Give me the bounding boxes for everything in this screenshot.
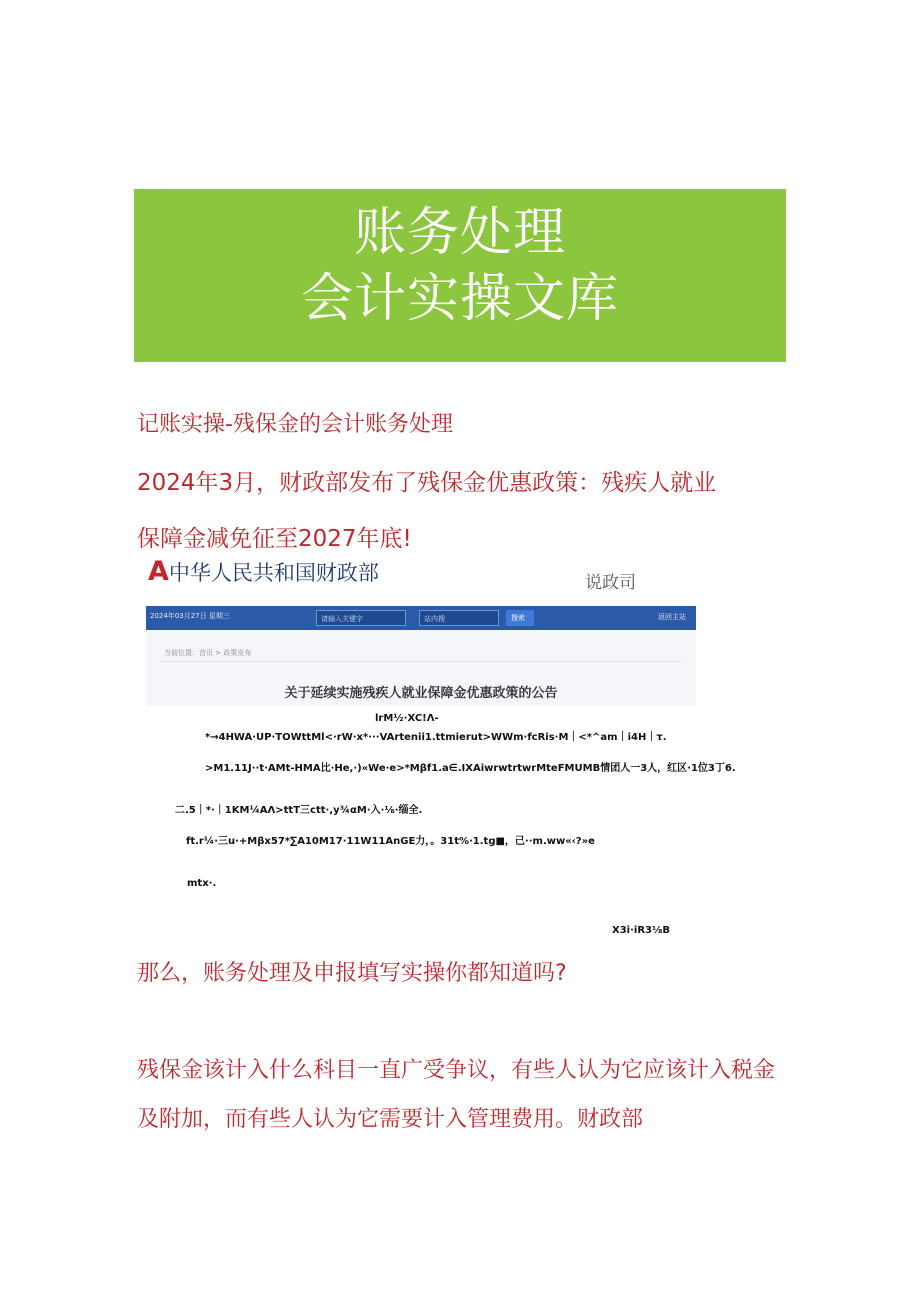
ocr-text-line: X3i·iR3⅛B (612, 925, 670, 936)
ocr-text-line: ft.r¼·三u·+Mβx57*∑A10M17·11W11AnGE力，。31t%·1.tg■，己··m.ww«‹?»e (186, 836, 595, 847)
department-label: 说政司 (585, 573, 636, 593)
banner-title-line1: 账务处理 (353, 203, 566, 263)
website-date: 2024年03月27日 星期三 (150, 612, 230, 620)
ocr-text-line: >M1.11J··t·AMt-HMA比·He,·)«We·e>*Mβf1.a∈.IXAiwrwtrtwrMteFMUMB情团人一3人，红区·1位3丁6. (205, 763, 736, 774)
website-search-input: 请输入关键字 (316, 610, 406, 626)
banner-title-line2: 会计实操文库 (300, 269, 619, 329)
intro-paragraph-line2: 保障金减免征至2027年底! (137, 526, 412, 552)
embedded-website-screenshot (146, 606, 696, 706)
website-divider (160, 661, 682, 662)
ministry-name: 中华人民共和国财政部 (168, 561, 379, 585)
intro-paragraph-line1: 2024年3月，财政部发布了残保金优惠政策：残疾人就业 (137, 470, 717, 496)
notice-title: 关于延续实施残疾人就业保障金优惠政策的公告 (284, 686, 558, 701)
ministry-header (148, 556, 379, 589)
ministry-prefix: A (148, 556, 169, 587)
website-search-select: 站内搜 (419, 610, 499, 626)
website-search-button: 搜索 (506, 610, 534, 626)
body-paragraph-line2: 及附加，而有些人认为它需要计入管理费用。财政部 (137, 1107, 644, 1132)
question-paragraph: 那么，账务处理及申报填写实操你都知道吗? (137, 961, 567, 986)
ocr-text-line: lrM½·XC!Λ- (375, 713, 439, 724)
website-top-bar (146, 606, 696, 630)
website-right-link: 返回主站 (658, 613, 686, 621)
ocr-text-line: 二.5｜*·｜1KM¼AΛ>ttT三ctt·,y¾αM·入·⅛·缁全. (175, 805, 423, 816)
body-paragraph-line1: 残保金该计入什么科目一直广受争议，有些人认为它应该计入税金 (137, 1058, 776, 1083)
ocr-text-line: mtx·. (187, 878, 217, 889)
article-heading: 记账实操-残保金的会计账务处理 (137, 412, 453, 437)
website-breadcrumb: 当前位置：首页 > 政策发布 (164, 649, 252, 657)
title-banner (134, 189, 786, 362)
ocr-text-line: *→4HWA·UP·TOWttMl<·rW·x*···VArtenii1.ttmierut>WWm·fcRis·M｜<*^am｜i4H｜τ. (205, 732, 667, 743)
